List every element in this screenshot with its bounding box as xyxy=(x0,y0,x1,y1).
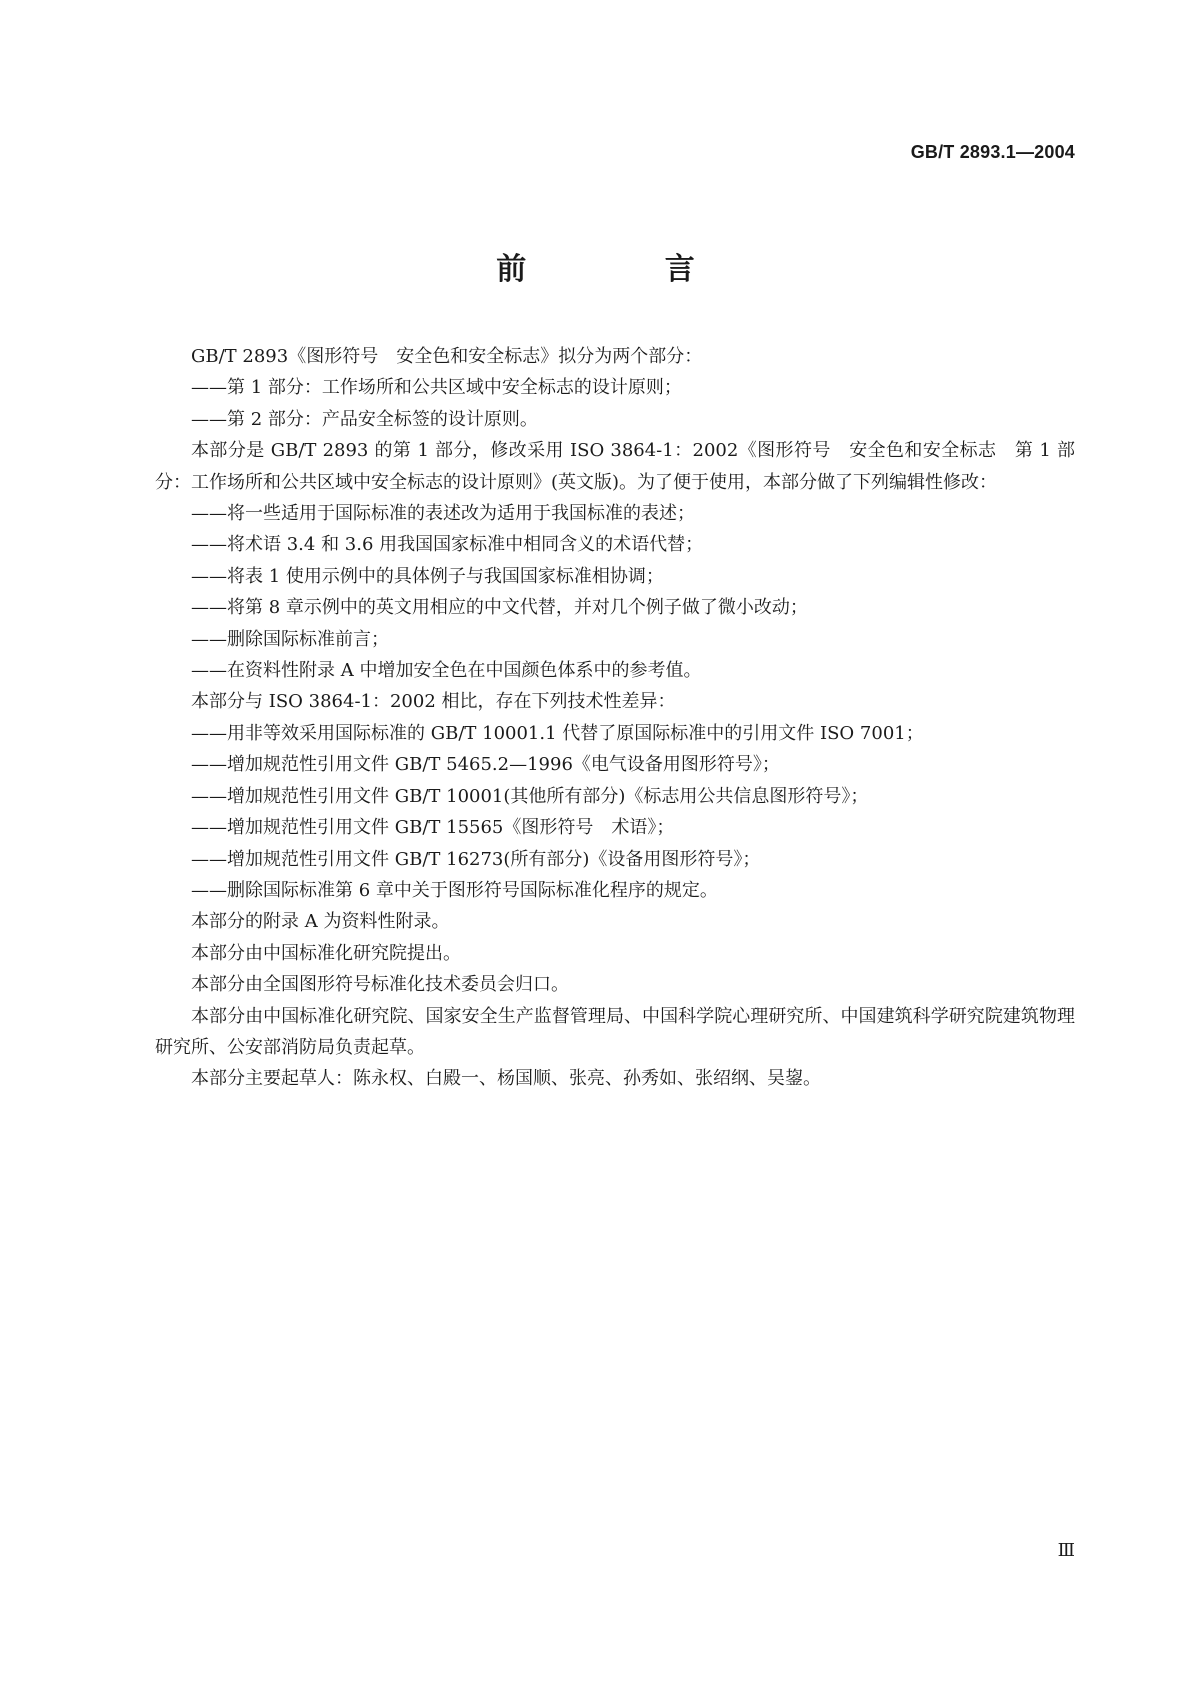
committee-paragraph: 本部分由全国图形符号标准化技术委员会归口。 xyxy=(191,974,569,996)
annex-paragraph: 本部分的附录 A 为资料性附录。 xyxy=(191,911,450,933)
list-item-technical-1: ——用非等效采用国际标准的 GB/T 10001.1 代替了原国际标准中的引用文件 ISO 7001； xyxy=(191,722,924,744)
list-item-part-2: ——第 2 部分：产品安全标签的设计原则。 xyxy=(191,408,538,430)
foreword-body xyxy=(155,341,1075,1095)
page-title: 前 言 xyxy=(496,252,759,287)
standard-number: GB/T 2893.1—2004 xyxy=(910,142,1075,162)
drafters-paragraph: 本部分主要起草人：陈永权、白殿一、杨国顺、张亮、孙秀如、张绍纲、吴鋆。 xyxy=(191,1068,821,1090)
list-item-editorial-1: ——将一些适用于国际标准的表述改为适用于我国标准的表述； xyxy=(191,503,695,525)
list-item-technical-2: ——增加规范性引用文件 GB/T 5465.2—1996《电气设备用图形符号》； xyxy=(191,754,780,776)
proposer-paragraph: 本部分由中国标准化研究院提出。 xyxy=(191,942,461,964)
list-item-editorial-2: ——将术语 3.4 和 3.6 用我国国家标准中相同含义的术语代替； xyxy=(191,534,704,556)
list-item-technical-6: ——删除国际标准第 6 章中关于图形符号国际标准化程序的规定。 xyxy=(191,879,718,901)
list-item-editorial-5: ——删除国际标准前言； xyxy=(191,628,389,650)
list-item-editorial-6: ——在资料性附录 A 中增加安全色在中国颜色体系中的参考值。 xyxy=(191,660,702,682)
list-item-technical-3: ——增加规范性引用文件 GB/T 10001(其他所有部分)《标志用公共信息图形符号》； xyxy=(191,785,869,807)
differences-paragraph: 本部分与 ISO 3864-1：2002 相比，存在下列技术性差异： xyxy=(191,691,676,713)
list-item-editorial-4: ——将第 8 章示例中的英文用相应的中文代替，并对几个例子做了微小改动； xyxy=(191,597,808,619)
intro-paragraph: GB/T 2893《图形符号 安全色和安全标志》拟分为两个部分： xyxy=(191,346,703,367)
list-item-technical-4: ——增加规范性引用文件 GB/T 15565《图形符号 术语》； xyxy=(191,817,675,839)
list-item-technical-5: ——增加规范性引用文件 GB/T 16273(所有部分)《设备用图形符号》； xyxy=(191,848,761,870)
list-item-part-1: ——第 1 部分：工作场所和公共区域中安全标志的设计原则； xyxy=(191,377,682,399)
adoption-paragraph: 本部分是 GB/T 2893 的第 1 部分，修改采用 ISO 3864-1：2002《图形符号 安全色和安全标志 第 1 部分：工作场所和公共区域中安全标志的设计原则》(英文版)。为了便于使用，本部分做了下列编辑性修改： xyxy=(155,440,1075,493)
drafting-org-paragraph: 本部分由中国标准化研究院、国家安全生产监督管理局、中国科学院心理研究所、中国建筑科学研究院建筑物理研究所、公安部消防局负责起草。 xyxy=(155,1005,1075,1058)
page-number: Ⅲ xyxy=(1057,1540,1075,1561)
list-item-editorial-3: ——将表 1 使用示例中的具体例子与我国国家标准相协调； xyxy=(191,565,664,587)
